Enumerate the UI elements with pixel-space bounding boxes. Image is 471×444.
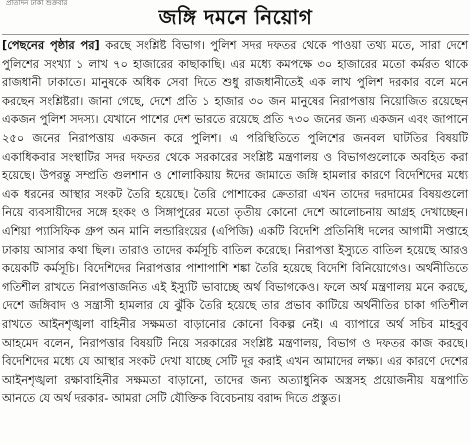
article-headline: জঙ্গি দমনে নিয়োগ	[158, 5, 313, 29]
continued-from-label: [পেছনের পৃষ্ঠার পর]	[2, 38, 100, 52]
article-body-text: করছে সংশ্লিষ্ট বিভাগ। পুলিশ সদর দফতর থেকে পাওয়া তথ্য মতে, সারা দেশে পুলিশের সংখ্যা ১ লাখ ৭০ হাজারের কাছাকাছি। এর মধ্যে কমপক্ষে ৩০ হাজারের মতো কর্মরত থাকে রাজধানী ঢাকাতে। মানুষকে অধিক সেবা দিতে শুধু রাজধানীতেই এক লাখ পুলিশ দরকার বলে মনে করছেন সংশ্লিষ্টরা। জানা গেছে, দেশে প্রতি ১ হাজার ৩০ জন মানুষের নিরাপত্তায় নিয়োজিত রয়েছেন একজন পুলিশ সদস্য। যেখানে পাশের দেশ ভারতে রয়েছে প্রতি ৭৩০ জনের জন্য একজন এবং জাপানে ২৫০ জনের নিরাপত্তায় একজন করে পুলিশ। এ পরিস্থিতিতে পুলিশের জনবল ঘাটতির বিষয়টি একাধিকবার সংস্থাটির সদর দফতর থেকে সরকারের সংশ্লিষ্ট মন্ত্রণালয় ও বিভাগগুলোকে অবহিত করা হয়েছে। উপরন্তু সম্প্রতি গুলশান ও শোলাকিয়ায় ঈদের জামাতে জঙ্গি হামলার কারণে বিদেশিদের মধ্যে এক ধরনের আস্থার সংকট তৈরি হয়েছে। তৈরি পোশাকের ক্রেতারা এখন তাদের দরদামের বিষয়গুলো নিয়ে ব্যবসায়ীদের সঙ্গে হংকং ও সিঙ্গাপুরের মতো তৃতীয় কোনো দেশে আলোচনায় আগ্রহ দেখাচ্ছেন। এশিয়া প্যাসিফিক গ্রুপ অন মানি লন্ডারিংয়ের (এপিজি) একটি বিদেশি প্রতিনিধি দলের আগামী সপ্তাহে ঢাকায় আসার কথা ছিল। তারাও তাদের কর্মসূচি বাতিল করেছে। নিরাপত্তা ইস্যুতে বাতিল হয়েছে আরও কয়েকটি কর্মসূচি। বিদেশিদের নিরাপত্তার পাশাপাশি শঙ্কা তৈরি হয়েছে বিদেশি বিনিয়োগেও। অর্থনীতিতে গতিশীল রাখতে নিরাপত্তাজনিত এই ইস্যুটি ভাবাচ্ছে অর্থ বিভাগকেও। ফলে অর্থ মন্ত্রণালয় মনে করছে, দেশে জঙ্গিবাদ ও সন্ত্রাসী হামলার যে ঝুঁকি তৈরি হয়েছে তার প্রভাব কাটিয়ে অর্থনীতির চাকা গতিশীল রাখতে আইনশৃঙ্খলা বাহিনীর সক্ষমতা বাড়ানোর কোনো বিকল্প নেই। এ ব্যাপারে অর্থ সচিব মাহবুব আহমেদ বলেন, নিরাপত্তার বিষয়টি নিয়ে সরকারের সংশ্লিষ্ট মন্ত্রণালয়, বিভাগ ও দফতর কাজ করছে। বিদেশিদের মধ্যে যে আস্থার সংকট দেখা যাচ্ছে সেটি দূর করাই এখন আমাদের লক্ষ্য। এর কারণে দেশের আইনশৃঙ্খলা রক্ষাবাহিনীর সক্ষমতা বাড়ানো, তাদের জন্য অত্যাধুনিক অস্ত্রসহ প্রয়োজনীয় যন্ত্রপাতি আনতে যে অর্থ দরকার- আমরা সেটি যৌক্তিক বিবেচনায় বরাদ্দ দিতে প্রস্তুত।	[2, 38, 468, 406]
article-body	[2, 36, 468, 408]
headline-divider	[2, 34, 469, 35]
header-strip: প্রতিদিন ঢাকা শুক্রবার	[6, 0, 68, 6]
